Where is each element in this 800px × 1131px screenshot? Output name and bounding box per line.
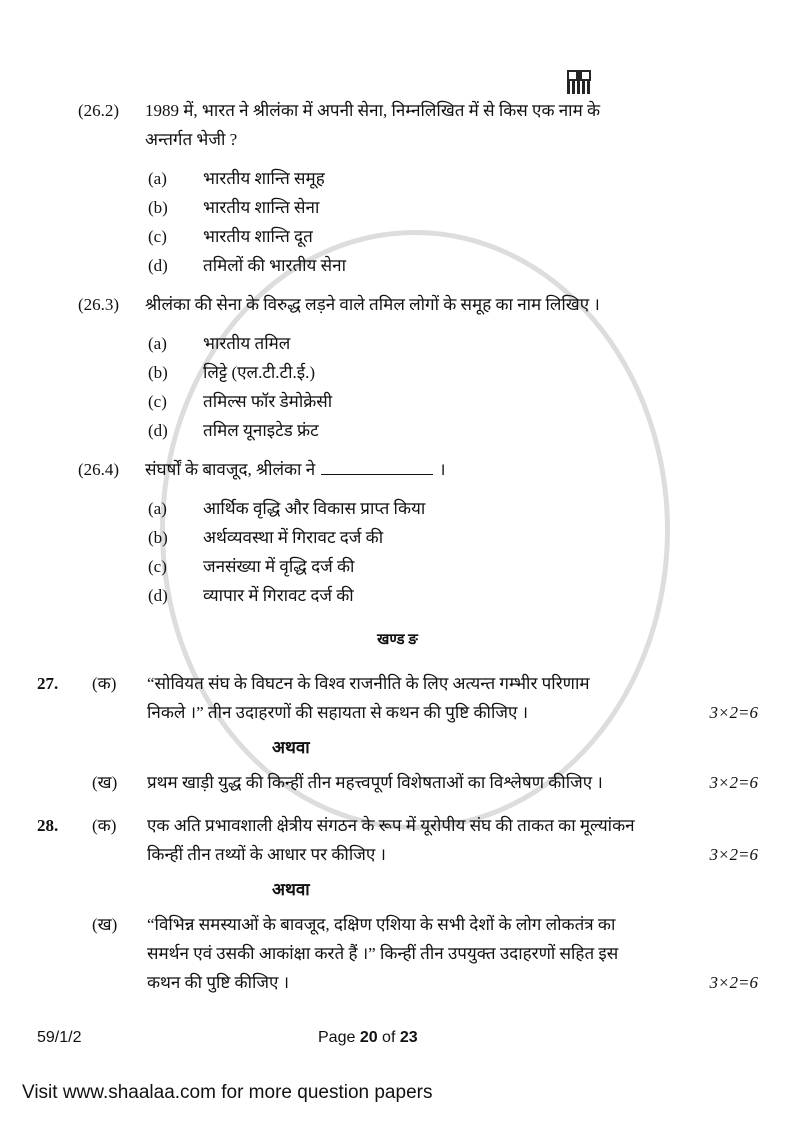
option-text: व्यापार में गिरावट दर्ज की — [203, 586, 354, 605]
options-26-4 — [148, 494, 758, 610]
question-text: 1989 में, भारत ने श्रीलंका में अपनी सेना, निम्नलिखित में से किस एक नाम के — [145, 101, 601, 120]
paper-code: 59/1/2 — [37, 1029, 82, 1046]
page-of: of — [377, 1029, 400, 1046]
part-label: (क) — [92, 674, 117, 693]
option-text: तमिल्स फॉर डेमोक्रेसी — [203, 392, 333, 411]
fill-blank — [321, 474, 433, 475]
question-text: किन्हीं तीन तथ्यों के आधार पर कीजिए । — [147, 845, 386, 864]
option-label: (b) — [148, 528, 168, 547]
question-number: (26.3) — [78, 295, 120, 314]
marks: 3×2=6 — [709, 773, 758, 792]
page-number — [318, 1023, 418, 1052]
option-text: तमिल यूनाइटेड फ्रंट — [203, 421, 319, 440]
question-text: प्रथम खाड़ी युद्ध की किन्हीं तीन महत्त्वपूर्ण विशेषताओं का विश्लेषण कीजिए । — [147, 773, 603, 792]
option-label: (b) — [148, 363, 168, 382]
total-pages: 23 — [399, 1029, 418, 1046]
part-label: (ख) — [92, 773, 118, 792]
question-text — [145, 455, 758, 484]
marks: 3×2=6 — [709, 973, 758, 992]
page-footer — [37, 1023, 758, 1052]
question-text: कथन की पुष्टि कीजिए । — [147, 973, 290, 992]
option-text: भारतीय तमिल — [203, 334, 291, 353]
option-label: (a) — [148, 334, 167, 353]
option-label: (a) — [148, 499, 167, 518]
option-label: (c) — [148, 557, 167, 576]
option-label: (c) — [148, 227, 167, 246]
question-text: अन्तर्गत भेजी ? — [145, 130, 238, 149]
question-text: श्रीलंका की सेना के विरुद्ध लड़ने वाले तमिल लोगों के समूह का नाम लिखिए । — [145, 295, 600, 314]
option-text: जनसंख्या में वृद्धि दर्ज की — [203, 557, 355, 576]
current-page: 20 — [359, 1029, 378, 1046]
question-26-3 — [78, 290, 758, 319]
marks: 3×2=6 — [709, 703, 758, 722]
option-label: (a) — [148, 169, 167, 188]
question-text-block — [147, 910, 668, 997]
option-text: भारतीय शान्ति समूह — [203, 169, 325, 188]
question-26-4 — [78, 455, 758, 484]
question-text-block — [145, 96, 758, 154]
or-label: अथवा — [272, 880, 310, 899]
page-prefix: Page — [318, 1029, 360, 1046]
option-text: भारतीय शान्ति सेना — [203, 198, 320, 217]
option-label: (d) — [148, 256, 168, 275]
option-text: अर्थव्यवस्था में गिरावट दर्ज की — [203, 528, 384, 547]
full-stop: । — [439, 460, 446, 479]
question-text: “विभिन्न समस्याओं के बावजूद, दक्षिण एशिया के सभी देशों के लोग लोकतंत्र का — [147, 915, 616, 934]
option-text: आर्थिक वृद्धि और विकास प्राप्त किया — [203, 499, 426, 518]
question-text-block — [147, 669, 668, 727]
question-number: (26.4) — [78, 460, 120, 479]
question-26-2 — [78, 96, 758, 154]
question-stem: संघर्षों के बावजूद, श्रीलंका ने — [145, 460, 316, 479]
site-banner-link[interactable]: Visit www.shaalaa.com for more question papers — [22, 1082, 433, 1103]
option-label: (c) — [148, 392, 167, 411]
marks: 3×2=6 — [709, 845, 758, 864]
question-text: निकले ।” तीन उदाहरणों की सहायता से कथन की पुष्टि कीजिए । — [147, 703, 529, 722]
section-heading: खण्ड ङ — [377, 632, 418, 648]
question-number: 27. — [37, 674, 59, 693]
option-text: लिट्टे (एल.टी.टी.ई.) — [203, 363, 316, 382]
options-26-2 — [148, 164, 758, 280]
part-label: (ख) — [92, 915, 118, 934]
part-label: (क) — [92, 816, 117, 835]
option-label: (d) — [148, 421, 168, 440]
question-text: एक अति प्रभावशाली क्षेत्रीय संगठन के रूप में यूरोपीय संघ की ताकत का मूल्यांकन — [147, 816, 635, 835]
or-label: अथवा — [272, 738, 310, 757]
question-text: समर्थन एवं उसकी आकांक्षा करते हैं ।” किन्हीं तीन उपयुक्त उदाहरणों सहित इस — [147, 944, 619, 963]
question-28 — [37, 811, 758, 997]
option-label: (b) — [148, 198, 168, 217]
question-text: “सोवियत संघ के विघटन के विश्व राजनीति के लिए अत्यन्त गम्भीर परिणाम — [147, 674, 590, 693]
question-text-block — [147, 811, 668, 869]
question-27 — [37, 669, 758, 797]
option-label: (d) — [148, 586, 168, 605]
option-text: तमिलों की भारतीय सेना — [203, 256, 346, 275]
question-number: 28. — [37, 816, 59, 835]
question-number: (26.2) — [78, 101, 120, 120]
option-text: भारतीय शान्ति दूत — [203, 227, 313, 246]
options-26-3 — [148, 329, 758, 445]
